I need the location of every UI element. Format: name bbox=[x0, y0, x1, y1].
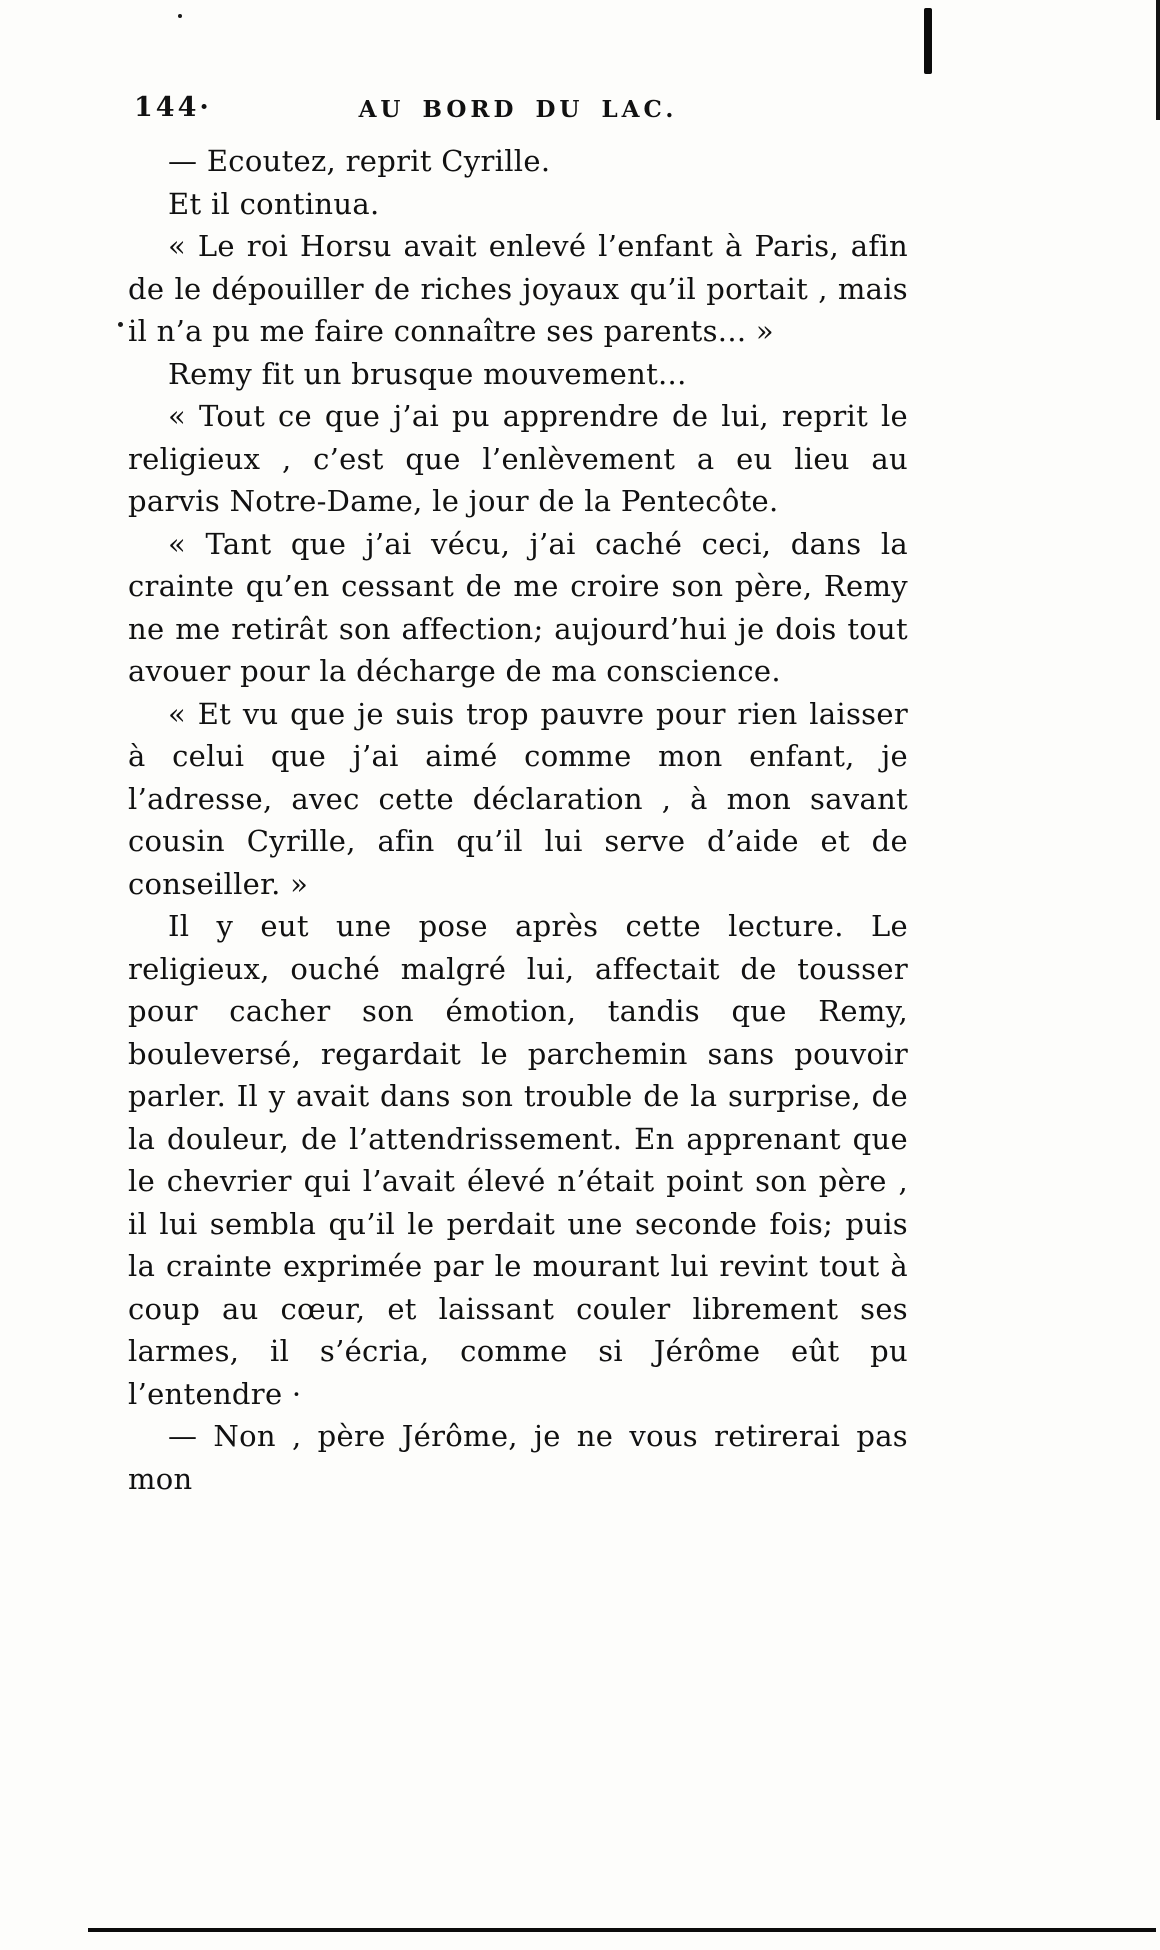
running-title: AU BORD DU LAC. bbox=[358, 96, 678, 123]
scan-artifact-edge-shadow bbox=[1156, 0, 1160, 120]
paragraph-dialogue: — Non , père Jérôme, je ne vous retirerai pas mon bbox=[128, 1419, 908, 1496]
paragraph-quote: « Et vu que je suis trop pauvre pour rien laisser à celui que j’ai aimé comme mon enfant, je l’adresse, avec cette déclaration , à mon savant cousin Cyrille, afin qu’il lui serve d’aide et de conseiller. » bbox=[128, 696, 908, 901]
paragraph-narration: Et il continua. bbox=[168, 186, 380, 221]
paragraph-quote: « Tout ce que j’ai pu apprendre de lui, reprit le religieux , c’est que l’enlèvement a eu lieu au parvis Notre-Dame, le jour de la Pentecôte. bbox=[128, 399, 908, 518]
scan-speck bbox=[178, 14, 182, 18]
running-header bbox=[128, 90, 908, 136]
scan-artifact-bottom-rule bbox=[88, 1928, 1156, 1932]
paragraph-narration: Remy fit un brusque mouvement... bbox=[168, 356, 687, 391]
paragraph-narration: Il y eut une pose après cette lecture. Le religieux, ouché malgré lui, affectait de tousser pour cacher son émotion, tandis que Remy, bouleversé, regardait le parchemin sans pouvoir parler. Il y avait dans son trouble de la surprise, de la douleur, de l’attendrissement. En apprenant que le chevrier qui l’avait élevé n’était point son père , il lui sembla qu’il le perdait une seconde fois; puis la crainte exprimée par le mourant lui revint tout à coup au cœur, et laissant couler librement ses larmes, il s’écria, comme si Jérôme eût pu l’entendre · bbox=[128, 909, 908, 1411]
scan-artifact-ink-mark bbox=[924, 8, 932, 74]
page-content bbox=[128, 90, 908, 1500]
page-number: 144· bbox=[134, 92, 212, 123]
body-text bbox=[128, 140, 908, 1500]
paragraph-dialogue: — Ecoutez, reprit Cyrille. bbox=[168, 144, 551, 178]
scan-speck bbox=[118, 322, 123, 327]
paragraph-quote: « Le roi Horsu avait enlevé l’enfant à Paris, afin de le dépouiller de riches joyaux qu’il portait , mais il n’a pu me faire connaître ses parents... » bbox=[128, 229, 908, 348]
paragraph-quote: « Tant que j’ai vécu, j’ai caché ceci, dans la crainte qu’en cessant de me croire son père, Remy ne me retirât son affection; aujourd’hui je dois tout avouer pour la décharge de ma conscience. bbox=[128, 526, 908, 688]
